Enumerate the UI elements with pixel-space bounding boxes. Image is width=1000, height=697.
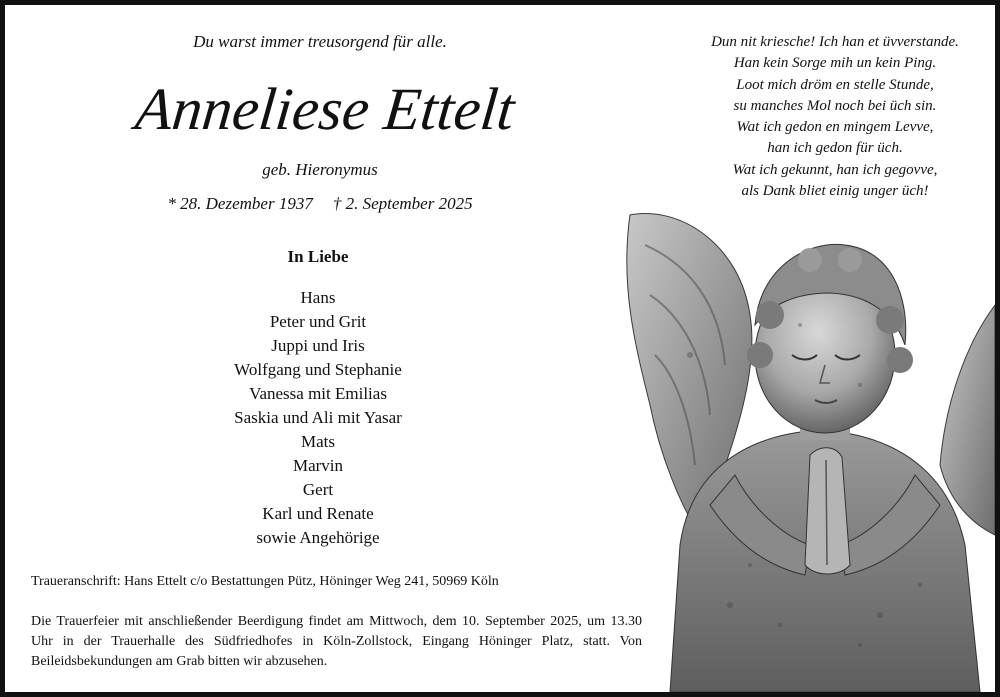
poem-line: han ich gedon für üch. [767,140,903,157]
mourner: Gert [302,480,334,499]
poem-line: Han kein Sorge mih un kein Ping. [733,55,937,72]
mourner: sowie Angehörige [256,528,380,547]
poem [690,32,980,202]
mourner: Marvin [292,456,344,475]
life-dates [115,194,525,214]
maiden-name: geb. Hieronymus [262,160,378,179]
mourner: Saskia und Ali mit Yasar [234,408,402,427]
poem-line: su manches Mol noch bei üch sin. [733,97,937,114]
mourner: Juppi und Iris [271,336,365,355]
poem-line: Loot mich dröm en stelle Stunde, [736,76,934,93]
birth-date: * 28. Dezember 1937 [167,194,313,213]
mourner: Hans [300,288,336,307]
mourner: Mats [301,432,335,451]
mourner: Peter und Grit [269,312,367,331]
mourner: Vanessa mit Emilias [249,384,387,403]
mourner: Wolfgang und Stephanie [234,360,402,379]
death-date: † 2. September 2025 [332,194,473,213]
ceremony-notice: Die Trauerfeier mit anschließender Beerdigung findet am Mittwoch, dem 10. September 2025, um 13.30 Uhr in der Trauerhalle des Südfriedhofes in Köln-Zollstock, Eingang Höninger Platz, statt. Von Beileidsbekundungen am Grab bitten wir abzusehen. [31,614,642,669]
motto: Du warst immer treusorgend für alle. [193,32,447,51]
praying-angel-icon [620,205,995,692]
mourning-address: Traueranschrift: Hans Ettelt c/o Bestattungen Pütz, Höninger Weg 241, 50969 Köln [31,574,499,589]
poem-line: als Dank bliet einig unger üch! [741,183,929,200]
in-love-heading: In Liebe [287,247,349,266]
poem-line: Wat ich gedon en mingem Levve, [736,119,934,136]
mourner: Karl und Renate [262,504,374,523]
poem-line: Wat ich gekunnt, han ich gegovve, [732,161,938,178]
mourners-list [168,286,468,550]
deceased-name: Anneliese Ettelt [132,76,518,142]
poem-line: Dun nit kriesche! Ich han et üvverstande. [711,34,959,50]
